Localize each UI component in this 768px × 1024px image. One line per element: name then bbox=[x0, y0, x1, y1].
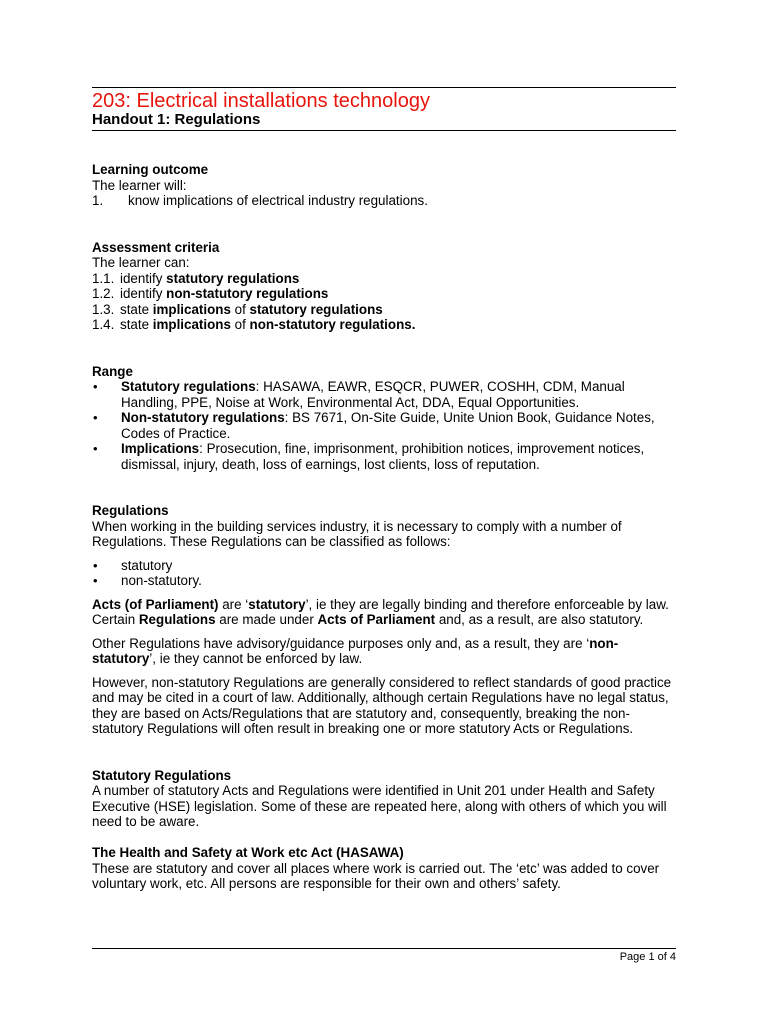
range-label: Implications bbox=[121, 441, 200, 456]
document-page bbox=[92, 0, 676, 1024]
criteria-text: identify bbox=[120, 270, 167, 286]
header-bottom-rule bbox=[92, 130, 676, 131]
range-item bbox=[92, 441, 676, 472]
acts-paragraph: Acts (of Parliament) are ‘statutory’, ie they are legally binding and therefore enforceable by law. Certain Regulations are made under Acts of Parliament and, as a result, are also statutory. bbox=[92, 596, 669, 627]
document-body bbox=[92, 162, 676, 892]
range-section bbox=[92, 364, 676, 473]
classification-item bbox=[92, 558, 676, 574]
regulations-heading: Regulations bbox=[92, 503, 169, 518]
criteria-bold: implications bbox=[152, 317, 231, 332]
learning-outcome-item bbox=[92, 193, 676, 209]
range-label: Non-statutory regulations bbox=[121, 410, 285, 425]
range-text: : Prosecution, fine, imprisonment, prohibition notices, improvement notices, dismissal, injury, death, loss of earnings, lost clients, loss of reputation. bbox=[121, 441, 645, 472]
criteria-bold: implications bbox=[152, 301, 231, 317]
footer-rule bbox=[92, 948, 676, 949]
hasawa-section bbox=[92, 845, 676, 892]
however-paragraph: However, non-statutory Regulations are generally considered to reflect standards of good practice and may be cited in a court of law. Additionally, although certain Regulations have no legal status, they are based on Acts/Regulations that are statutory and, consequently, breaking the non-statutory Regulations will often result in breaking one or more statutory Acts or Regulations. bbox=[92, 674, 672, 736]
criteria-text: state bbox=[120, 317, 153, 332]
bullet: • bbox=[93, 379, 98, 394]
document-subtitle: Handout 1: Regulations bbox=[92, 111, 261, 128]
criteria-bold: statutory regulations bbox=[166, 270, 300, 286]
criteria-bold: non-statutory regulations. bbox=[249, 317, 416, 332]
statutory-regulations-text: A number of statutory Acts and Regulations were identified in Unit 201 under Health and Safety Executive (HSE) legislation. Some of these are repeated here, along with others of which you will need to be aware. bbox=[92, 783, 667, 829]
page-number: Page 1 of 4 bbox=[619, 951, 676, 963]
range-item bbox=[92, 379, 676, 410]
document-title: 203: Electrical installations technology bbox=[92, 90, 430, 112]
assessment-criteria-intro: The learner can: bbox=[92, 255, 190, 270]
other-regulations-paragraph: Other Regulations have advisory/guidance purposes only and, as a result, they are ‘non-statutory’, ie they cannot be enforced by law. bbox=[92, 635, 619, 666]
criteria-item bbox=[92, 271, 676, 287]
classification-text: statutory bbox=[121, 557, 173, 573]
criteria-text: of bbox=[230, 301, 250, 317]
range-heading: Range bbox=[92, 363, 133, 379]
criteria-text: state bbox=[120, 301, 153, 317]
criteria-number: 1.2. bbox=[92, 286, 115, 301]
criteria-text: of bbox=[230, 317, 250, 332]
criteria-text: identify bbox=[120, 286, 167, 301]
assessment-criteria-heading: Assessment criteria bbox=[92, 239, 220, 255]
bullet: • bbox=[93, 557, 98, 573]
classification-item bbox=[92, 573, 676, 589]
learning-outcome-heading: Learning outcome bbox=[92, 162, 209, 177]
bullet: • bbox=[93, 573, 98, 588]
criteria-item bbox=[92, 317, 676, 333]
criteria-item bbox=[92, 302, 676, 318]
item-text: know implications of electrical industry regulations. bbox=[128, 193, 428, 208]
assessment-criteria-section bbox=[92, 240, 676, 333]
criteria-number: 1.3. bbox=[92, 301, 115, 317]
criteria-bold: non-statutory regulations bbox=[166, 286, 329, 301]
range-label: Statutory regulations bbox=[121, 379, 256, 394]
learning-outcome-intro: The learner will: bbox=[92, 177, 187, 193]
criteria-number: 1.4. bbox=[92, 317, 115, 332]
learning-outcome-section bbox=[92, 162, 676, 209]
bullet: • bbox=[93, 441, 98, 456]
range-text: : BS 7671, On-Site Guide, Unite Union Book, Guidance Notes, Codes of Practice. bbox=[121, 410, 655, 441]
range-text: : HASAWA, EAWR, ESQCR, PUWER, COSHH, CDM, Manual Handling, PPE, Noise at Work, Environmental Act, DDA, Equal Opportunities. bbox=[121, 379, 625, 410]
range-item bbox=[92, 410, 676, 441]
bullet: • bbox=[93, 410, 98, 425]
hasawa-text: These are statutory and cover all places where work is carried out. The ‘etc’ was added to cover voluntary work, etc. All persons are responsible for their own and others’ safety. bbox=[92, 860, 660, 891]
classification-text: non-statutory. bbox=[121, 573, 202, 588]
regulations-intro: When working in the building services industry, it is necessary to comply with a number of Regulations. These Regulations can be classified as follows: bbox=[92, 518, 622, 549]
criteria-number: 1.1. bbox=[92, 270, 115, 286]
regulations-section bbox=[92, 503, 676, 737]
item-number: 1. bbox=[92, 193, 104, 208]
statutory-regulations-section bbox=[92, 768, 676, 830]
hasawa-heading: The Health and Safety at Work etc Act (HASAWA) bbox=[92, 845, 404, 860]
criteria-item bbox=[92, 286, 676, 302]
criteria-bold: statutory regulations bbox=[249, 301, 383, 317]
statutory-regulations-heading: Statutory Regulations bbox=[92, 767, 232, 783]
